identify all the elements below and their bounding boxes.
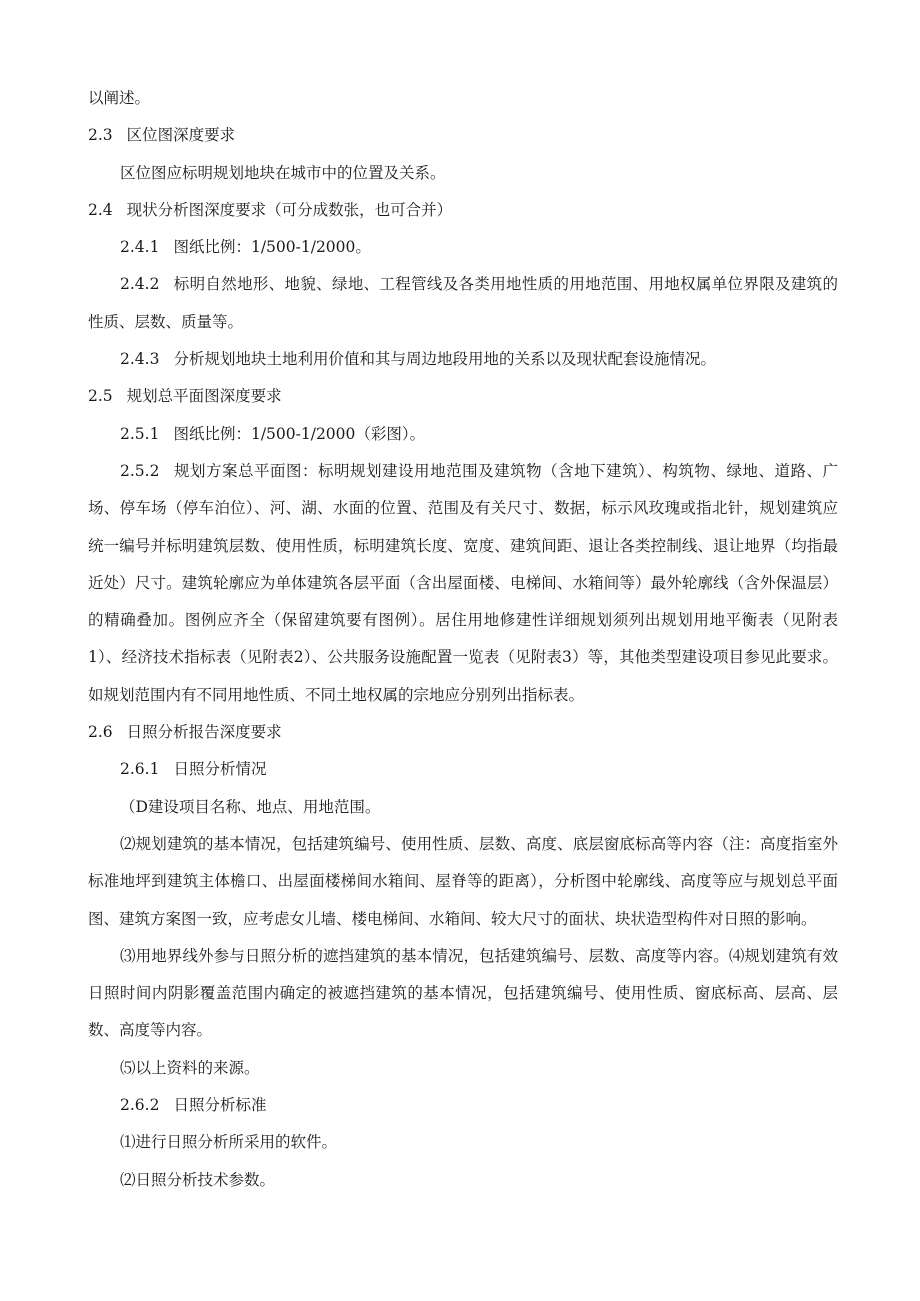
clause-number: 2.6.2 [120,1096,160,1115]
list-item-3-4: ⑶用地界线外参与日照分析的遮挡建筑的基本情况，包括建筑编号、层数、高度等内容。⑷规划建筑有效日照时间内阴影覆盖范围内确定的被遮挡建筑的基本情况，包括建筑编号、使用性质、窗底标高、层高、层数、高度等内容。 [88,946,838,1040]
clause-2-4-1 [88,229,838,266]
clause-2-6-1-heading [88,751,838,788]
clause-2-5-2 [88,453,838,714]
list-item-software: ⑴进行日照分析所采用的软件。 [120,1133,338,1152]
section-title: 现状分析图深度要求（可分成数张，也可合并） [126,200,453,219]
section-title: 日照分析报告深度要求 [126,723,282,742]
section-number: 2.3 [88,126,113,145]
section-2-3-heading [88,117,838,154]
clause-2-6-2-heading [88,1087,838,1124]
clause-text: 图纸比例：1/500-1/2000（彩图）。 [173,424,426,443]
list-item-1: （D建设项目名称、地点、用地范围。 [120,797,381,816]
list-item-parameters: ⑵日照分析技术参数。 [120,1170,276,1189]
clause-title: 日照分析标准 [173,1096,267,1115]
clause-title: 日照分析情况 [173,760,267,779]
clause-number: 2.5.2 [120,461,160,480]
clause-number: 2.5.1 [120,424,160,443]
clause-number: 2.6.1 [120,760,160,779]
section-title: 规划总平面图深度要求 [126,387,282,406]
document-page [88,80,838,1199]
section-number: 2.6 [88,723,113,742]
section-2-4-heading [88,192,838,229]
clause-number: 2.4.2 [120,275,160,294]
list-item-5: ⑸以上资料的来源。 [120,1058,260,1077]
section-2-5-heading [88,378,838,415]
clause-2-4-2 [88,266,838,341]
clause-text: 规划方案总平面图：标明规划建设用地范围及建筑物（含地下建筑）、构筑物、绿地、道路、广场、停车场（停车泊位）、河、湖、水面的位置、范围及有关尺寸、数据，标示风玫瑰或指北针，规划建筑应统一编号并标明建筑层数、使用性质，标明建筑长度、宽度、建筑间距、退让各类控制线、退让地界（均指最近处）尺寸。建筑轮廓应为单体建筑各层平面（含出屋面楼、电梯间、水箱间等）最外轮廓线（含外保温层）的精确叠加。图例应齐全（保留建筑要有图例）。居住用地修建性详细规划须列出规划用地平衡表（见附表1）、经济技术指标表（见附表2）、公共服务设施配置一览表（见附表3）等，其他类型建设项目参见此要求。如规划范围内有不同用地性质、不同土地权属的宗地应分别列出指标表。 [88,461,838,704]
section-2-3-body: 区位图应标明规划地块在城市中的位置及关系。 [120,163,446,182]
clause-text: 分析规划地块土地利用价值和其与周边地段用地的关系以及现状配套设施情况。 [173,350,716,369]
intro-tail: 以阐述。 [88,89,151,107]
clause-2-4-3 [88,341,838,378]
clause-number: 2.4.3 [120,350,160,369]
clause-2-5-1 [88,416,838,453]
clause-text: 标明自然地形、地貌、绿地、工程管线及各类用地性质的用地范围、用地权属单位界限及建筑的性质、层数、质量等。 [88,275,838,331]
list-item-2: ⑵规划建筑的基本情况，包括建筑编号、使用性质、层数、高度、底层窗底标高等内容（注：高度指室外标准地坪到建筑主体檐口、出屋面楼梯间水箱间、屋脊等的距离），分析图中轮廓线、高度等应与规划总平面图、建筑方案图一致，应考虑女儿墙、楼电梯间、水箱间、较大尺寸的面状、块状造型构件对日照的影响。 [88,834,838,928]
clause-number: 2.4.1 [120,238,160,257]
section-title: 区位图深度要求 [126,126,236,145]
section-2-6-heading [88,714,838,751]
clause-text: 图纸比例：1/500-1/2000。 [173,238,371,257]
section-number: 2.4 [88,200,113,219]
section-number: 2.5 [88,387,113,406]
